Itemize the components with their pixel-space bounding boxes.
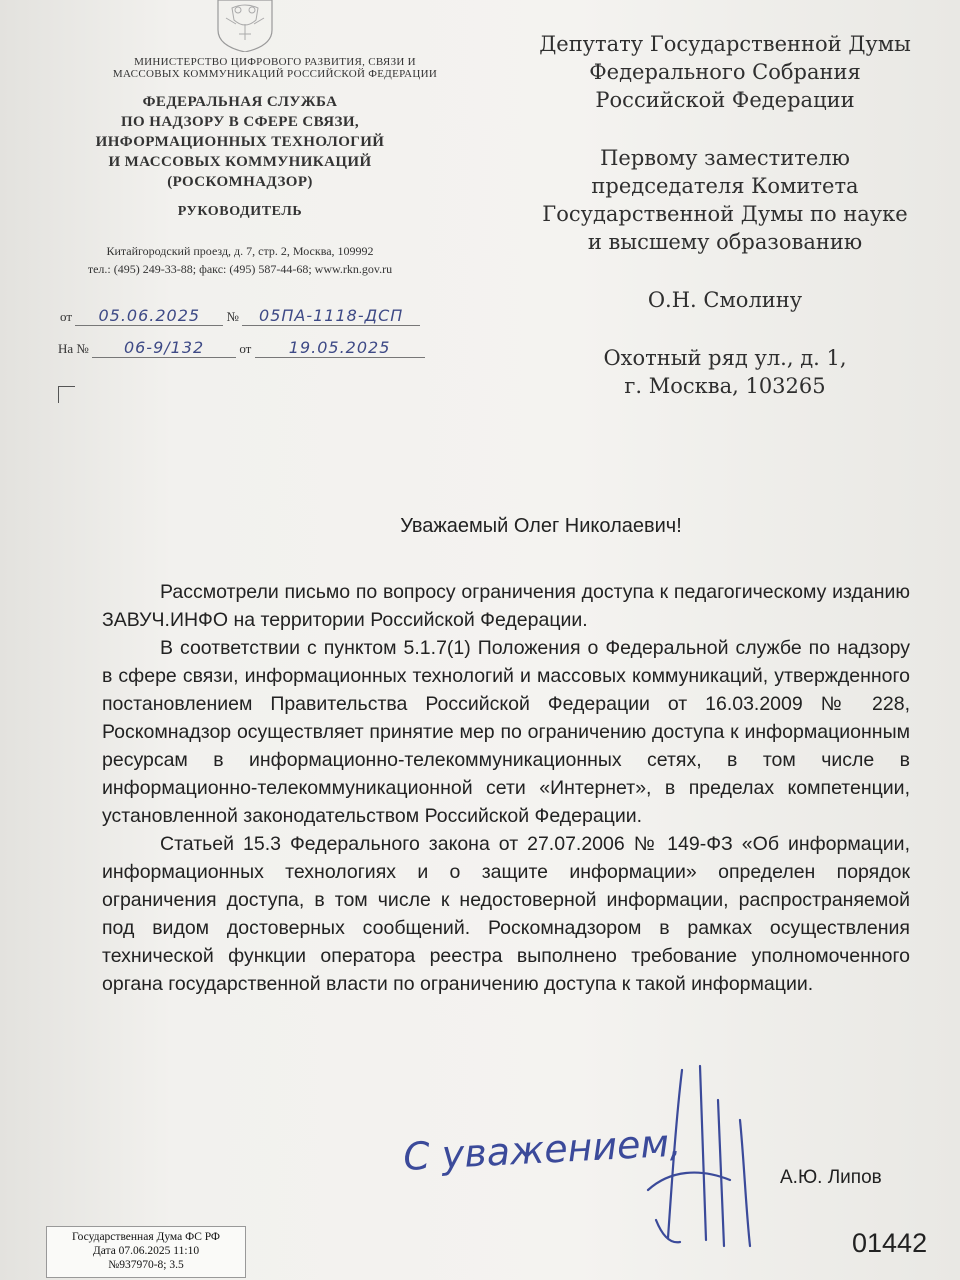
role-title: РУКОВОДИТЕЛЬ (177, 204, 303, 219)
outgoing-registration (60, 306, 420, 326)
recipient-line: Депутату Государственной Думы (539, 32, 911, 56)
reply-number: 06-9/132 (92, 338, 236, 358)
agency-line: И МАССОВЫХ КОММУНИКАЦИЙ (108, 154, 372, 170)
recipient-line: Первому заместителю (600, 146, 850, 170)
paragraph: Рассмотрели письмо по вопросу ограничения доступа к педагогическому изданию ЗАВУЧ.ИНФО на территории Российской Федерации. (102, 581, 910, 631)
recipient-address: г. Москва, 103265 (624, 374, 826, 398)
recipient-line: и высшему образованию (587, 230, 863, 254)
recipient-block (520, 30, 930, 430)
agency-line: (РОСКОМНАДЗОР) (167, 174, 313, 190)
outgoing-number: 05ПА-1118-ДСП (242, 306, 420, 326)
recipient-line: Государственной Думы по науке (542, 202, 908, 226)
reply-from-label: от (239, 341, 252, 356)
agency-name (40, 92, 440, 192)
outgoing-date: 05.06.2025 (75, 306, 223, 326)
from-label: от (60, 309, 73, 324)
recipient-line: Российской Федерации (595, 88, 855, 112)
contacts-line: тел.: (495) 249-33-88; факс: (495) 587-44-68; www.rkn.gov.ru (87, 262, 393, 276)
agency-address (40, 242, 440, 278)
stamp-line: Государственная Дума ФС РФ (71, 1231, 221, 1243)
address-corner-mark (58, 386, 75, 403)
coat-of-arms-emblem (212, 0, 278, 52)
letter-body (102, 512, 910, 998)
paragraph: Статьей 15.3 Федерального закона от 27.07.2006 № 149-ФЗ «Об информации, информационных технологиях и о защите информации» определен порядок ограничения доступа, в том числе к недостоверной информации, распространяемой под видом достоверных сообщений. Роскомнадзором в рамках осуществления технической функции оператора реестра выполнено требование уполномоченного органа государственной власти по ограничению доступа к такой информации. (102, 833, 910, 995)
agency-line: ПО НАДЗОРУ В СФЕРЕ СВЯЗИ, (120, 114, 360, 130)
address-line: Китайгородский проезд, д. 7, стр. 2, Москва, 109992 (106, 244, 374, 258)
signer-name: А.Ю. Липов (780, 1167, 882, 1188)
regards-handwritten: С уважением, (402, 1120, 683, 1179)
registration-stamp (46, 1226, 246, 1278)
letterhead (40, 56, 440, 278)
recipient-name: О.Н. Смолину (647, 288, 803, 312)
recipient-address: Охотный ряд ул., д. 1, (603, 346, 847, 370)
reply-registration (58, 338, 425, 358)
agency-line: ФЕДЕРАЛЬНАЯ СЛУЖБА (142, 94, 338, 110)
recipient-line: председателя Комитета (591, 174, 859, 198)
reply-label: На № (58, 341, 89, 356)
reply-date: 19.05.2025 (255, 338, 425, 358)
document-number: 01442 (852, 1228, 928, 1258)
stamp-line: Дата 07.06.2025 11:10 (92, 1245, 200, 1257)
agency-line: ИНФОРМАЦИОННЫХ ТЕХНОЛОГИЙ (95, 134, 385, 150)
recipient-line: Федерального Собрания (589, 60, 861, 84)
stamp-line: №937970-8; 3.5 (108, 1259, 184, 1271)
paragraph: В соответствии с пунктом 5.1.7(1) Положения о Федеральной службе по надзору в сфере связи, информационных технологий и массовых коммуникаций, утвержденного постановлением Правительства Российской Федерации от 16.03.2009 № 228, Роскомнадзор осуществляет принятие мер по ограничению доступа к информационным ресурсам в информационно-телекоммуникационных сетях, в том числе в информационно-телекоммуникационной сети «Интернет», в пределах компетенции, установленной законодательством Российской Федерации. (102, 637, 910, 827)
greeting: Уважаемый Олег Николаевич! (400, 515, 682, 537)
handwritten-signature (400, 1060, 780, 1250)
ministry-name: МИНИСТЕРСТВО ЦИФРОВОГО РАЗВИТИЯ, СВЯЗИ И МАССОВЫХ КОММУНИКАЦИЙ РОССИЙСКОЙ ФЕДЕРАЦИИ (112, 56, 438, 80)
number-label: № (226, 309, 239, 324)
